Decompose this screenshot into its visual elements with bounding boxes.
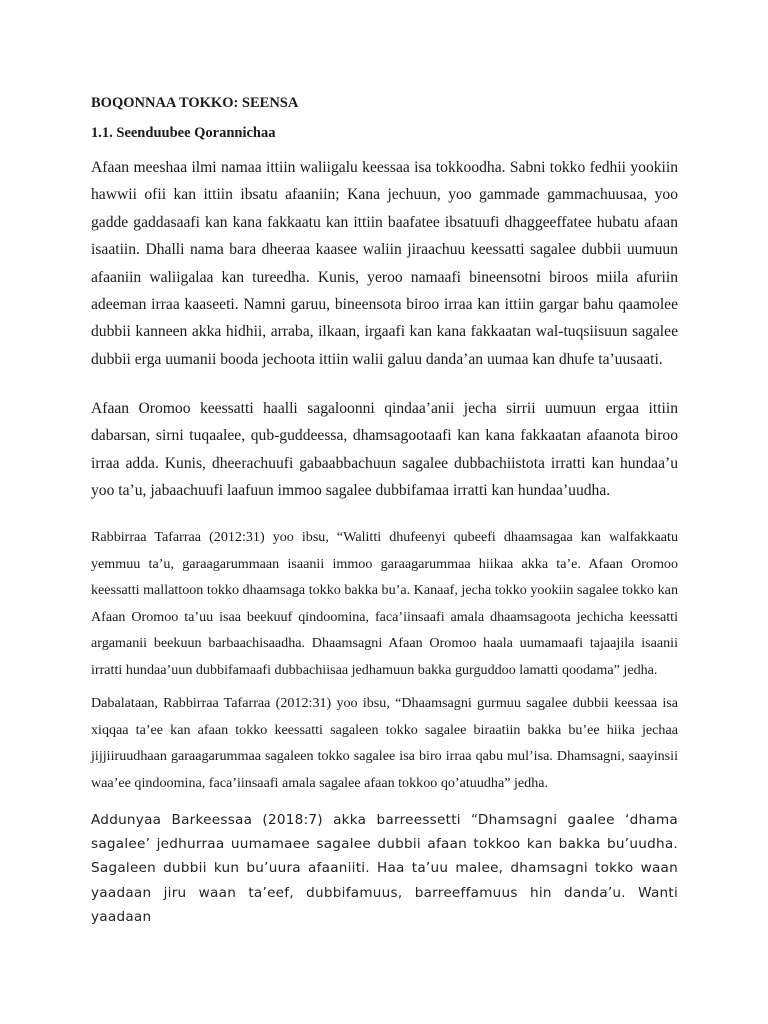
section-title: 1.1. Seenduubee Qorannichaa — [91, 125, 276, 141]
paragraph-5: Addunyaa Barkeessaa (2018:7) akka barreessetti “Dhamsagni gaalee ‘dhama sagalee’ jedhurraa uumamaee sagalee dubbii afaan tokkoo kan bakka bu’uudha. Sagaleen dubbii kun bu’uura afaaniiti. Haa ta’uu malee, dhamsagni tokko waan yaadaan jiru waan ta’eef, dubbifamuus, barreeffamuus hin danda’u. Wanti yaadaan — [91, 812, 678, 925]
paragraph-1: Afaan meeshaa ilmi namaa ittiin waliigalu keessaa isa tokkoodha. Sabni tokko fedhii yookiin hawwii ofii kan ittiin ibsatu afaaniin; Kana jechuun, yoo gammade gammachuusaa, yoo gadde gaddasaafi kan kana fakkaatu kan ittiin baafatee ibsatuufi dhaggeeffatee hubatu afaan isaatiin. Dhalli nama bara dheeraa kaasee waliin jiraachuu keessatti sagalee dubbii uumuun afaaniin waliigalaa kan tureedha. Kunis, yeroo namaafi bineensotni biroos miila afuriin adeeman irraa kaaseeti. Namni garuu, bineensota biroo irraa kan ittiin gargar bahu qaamolee dubbii kanneen akka hidhii, arraba, ilkaan, irgaafi kan kana fakkaatan wal-tuqsiisuun sagalee dubbii erga uumanii booda jechoota ittiin walii galuu danda’an uumaa kan dhufe ta’uusaati. — [91, 159, 678, 368]
quote-paragraph-1: Rabbirraa Tafarraa (2012:31) yoo ibsu, “Walitti dhufeenyi qubeefi dhaamsagaa kan walfakkaatu yemmuu ta’u, garaagarummaan isaanii immoo garaagarummaa hiikaa akka ta’e. Afaan Oromoo keessatti mallattoon tokko dhaamsaga tokko bakka bu’a. Kanaaf, jecha tokko yookiin sagalee tokko kan Afaan Oromoo ta’uu isaa beekuuf qindoomina, faca’iinsaafi amala dhaamsagoota jechicha keessatti argamanii beekuun barbaachisaadha. Dhaamsagni Afaan Oromoo haala uumamaafi tajaajila isaanii irratti hundaa’uun dubbifamaafi dubbachiisaa jedhamuun bakka gurguddoo lamatti qoodama” jedha. — [91, 529, 678, 678]
quote-paragraph-2: Dabalataan, Rabbirraa Tafarraa (2012:31) yoo ibsu, “Dhaamsagni gurmuu sagalee dubbii keessaa isa xiqqaa ta’ee kan afaan tokko keessatti sagaleen tokko sagalee biraatiin bakka bu’ee hiika jechaa jijjiiruudhaan garaagarummaa sagaleen tokko sagalee isa biro irraa qabu mul’isa. Dhamsagni, saayinsii waa’ee qindoomina, faca’iinsaafi amala sagalee afaan tokkoo qo’atuudha” jedha. — [91, 695, 678, 791]
chapter-title: BOQONNAA TOKKO: SEENSA — [91, 95, 299, 111]
paragraph-2: Afaan Oromoo keessatti haalli sagaloonni qindaa’anii jecha sirrii uumuun ergaa ittiin dabarsan, sirni tuqaalee, qub-guddeessa, dhamsagootaafi kan kana fakkaatan afaanota biroo irraa adda. Kunis, dheerachuufi gabaabbachuun sagalee dubbachiistota irratti kan hundaa’u yoo ta’u, jabaachuufi laafuun immoo sagalee dubbifamaa irratti kan hundaa’uudha. — [91, 400, 678, 500]
